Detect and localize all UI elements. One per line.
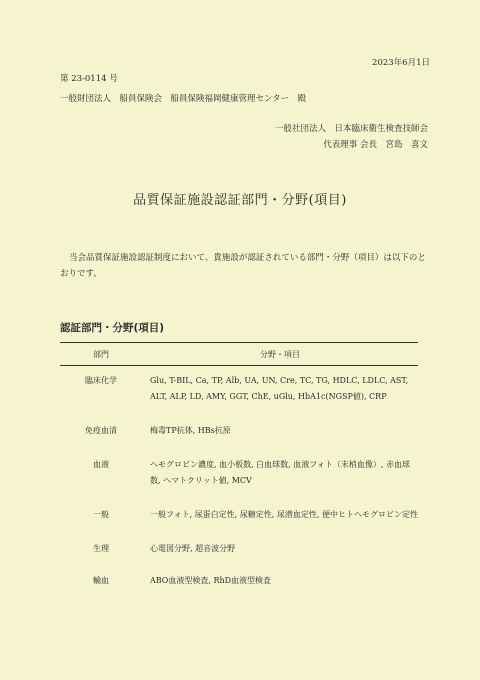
row-department: 一般 [93,510,109,519]
table-row [60,573,418,589]
row-department: 輸血 [93,576,109,585]
row-department: 臨床化学 [85,376,117,385]
body-paragraph: 当会品質保証施設認証制度において、貴施設が認証されている部門・分野（項目）は以下のとおりです。 [60,253,426,279]
issuer-block [275,121,428,153]
document-title: 品質保証施設認証部門・分野(項目) [133,193,347,208]
header-department: 部門 [93,349,109,359]
row-items: ABO血液型検査, RhD血液型検査 [150,576,272,585]
table-header [60,342,418,366]
issuer-representative: 代表理事 会長 宮島 喜文 [323,140,428,150]
issue-date: 2023年6月1日 [372,58,430,68]
table-row [60,541,418,557]
row-items: ヘモグロビン濃度, 血小板数, 白血球数, 血液フォト（末梢血像）, 赤血球数, ヘマトクリット値, MCV [150,460,410,485]
row-items: 梅毒TP抗体, HBs抗原 [150,426,231,435]
addressee: 一般財団法人 船員保険会 船員保険福岡健康管理センター 殿 [60,94,307,104]
table-row [60,507,418,523]
row-department: 生理 [93,544,109,553]
row-items: 心電図分野, 超音波分野 [150,544,236,553]
table-row [60,423,418,439]
row-items: 一般フォト, 尿蛋白定性, 尿糖定性, 尿潜血定性, 便中ヒトヘモグロビン定性 [150,510,418,519]
table-row [60,457,418,489]
section-title: 認証部門・分野(項目) [60,322,165,334]
document-number: 第 23-0114 号 [60,74,118,84]
certification-table [60,342,418,589]
row-department: 血液 [93,460,109,469]
issuer-organization: 一般社団法人 日本臨床衛生検査技師会 [274,124,428,134]
table-row [60,373,418,405]
row-items: Glu, T-BIL, Ca, TP, Alb, UA, UN, Cre, TC, TG, HDLC, LDLC, AST, ALT, ALP, LD, AMY, GGT, ChE, uGlu, HbA1c(NGSP値), CRP [150,376,409,401]
header-items: 分野・項目 [260,349,300,359]
row-department: 免疫血清 [85,426,117,435]
